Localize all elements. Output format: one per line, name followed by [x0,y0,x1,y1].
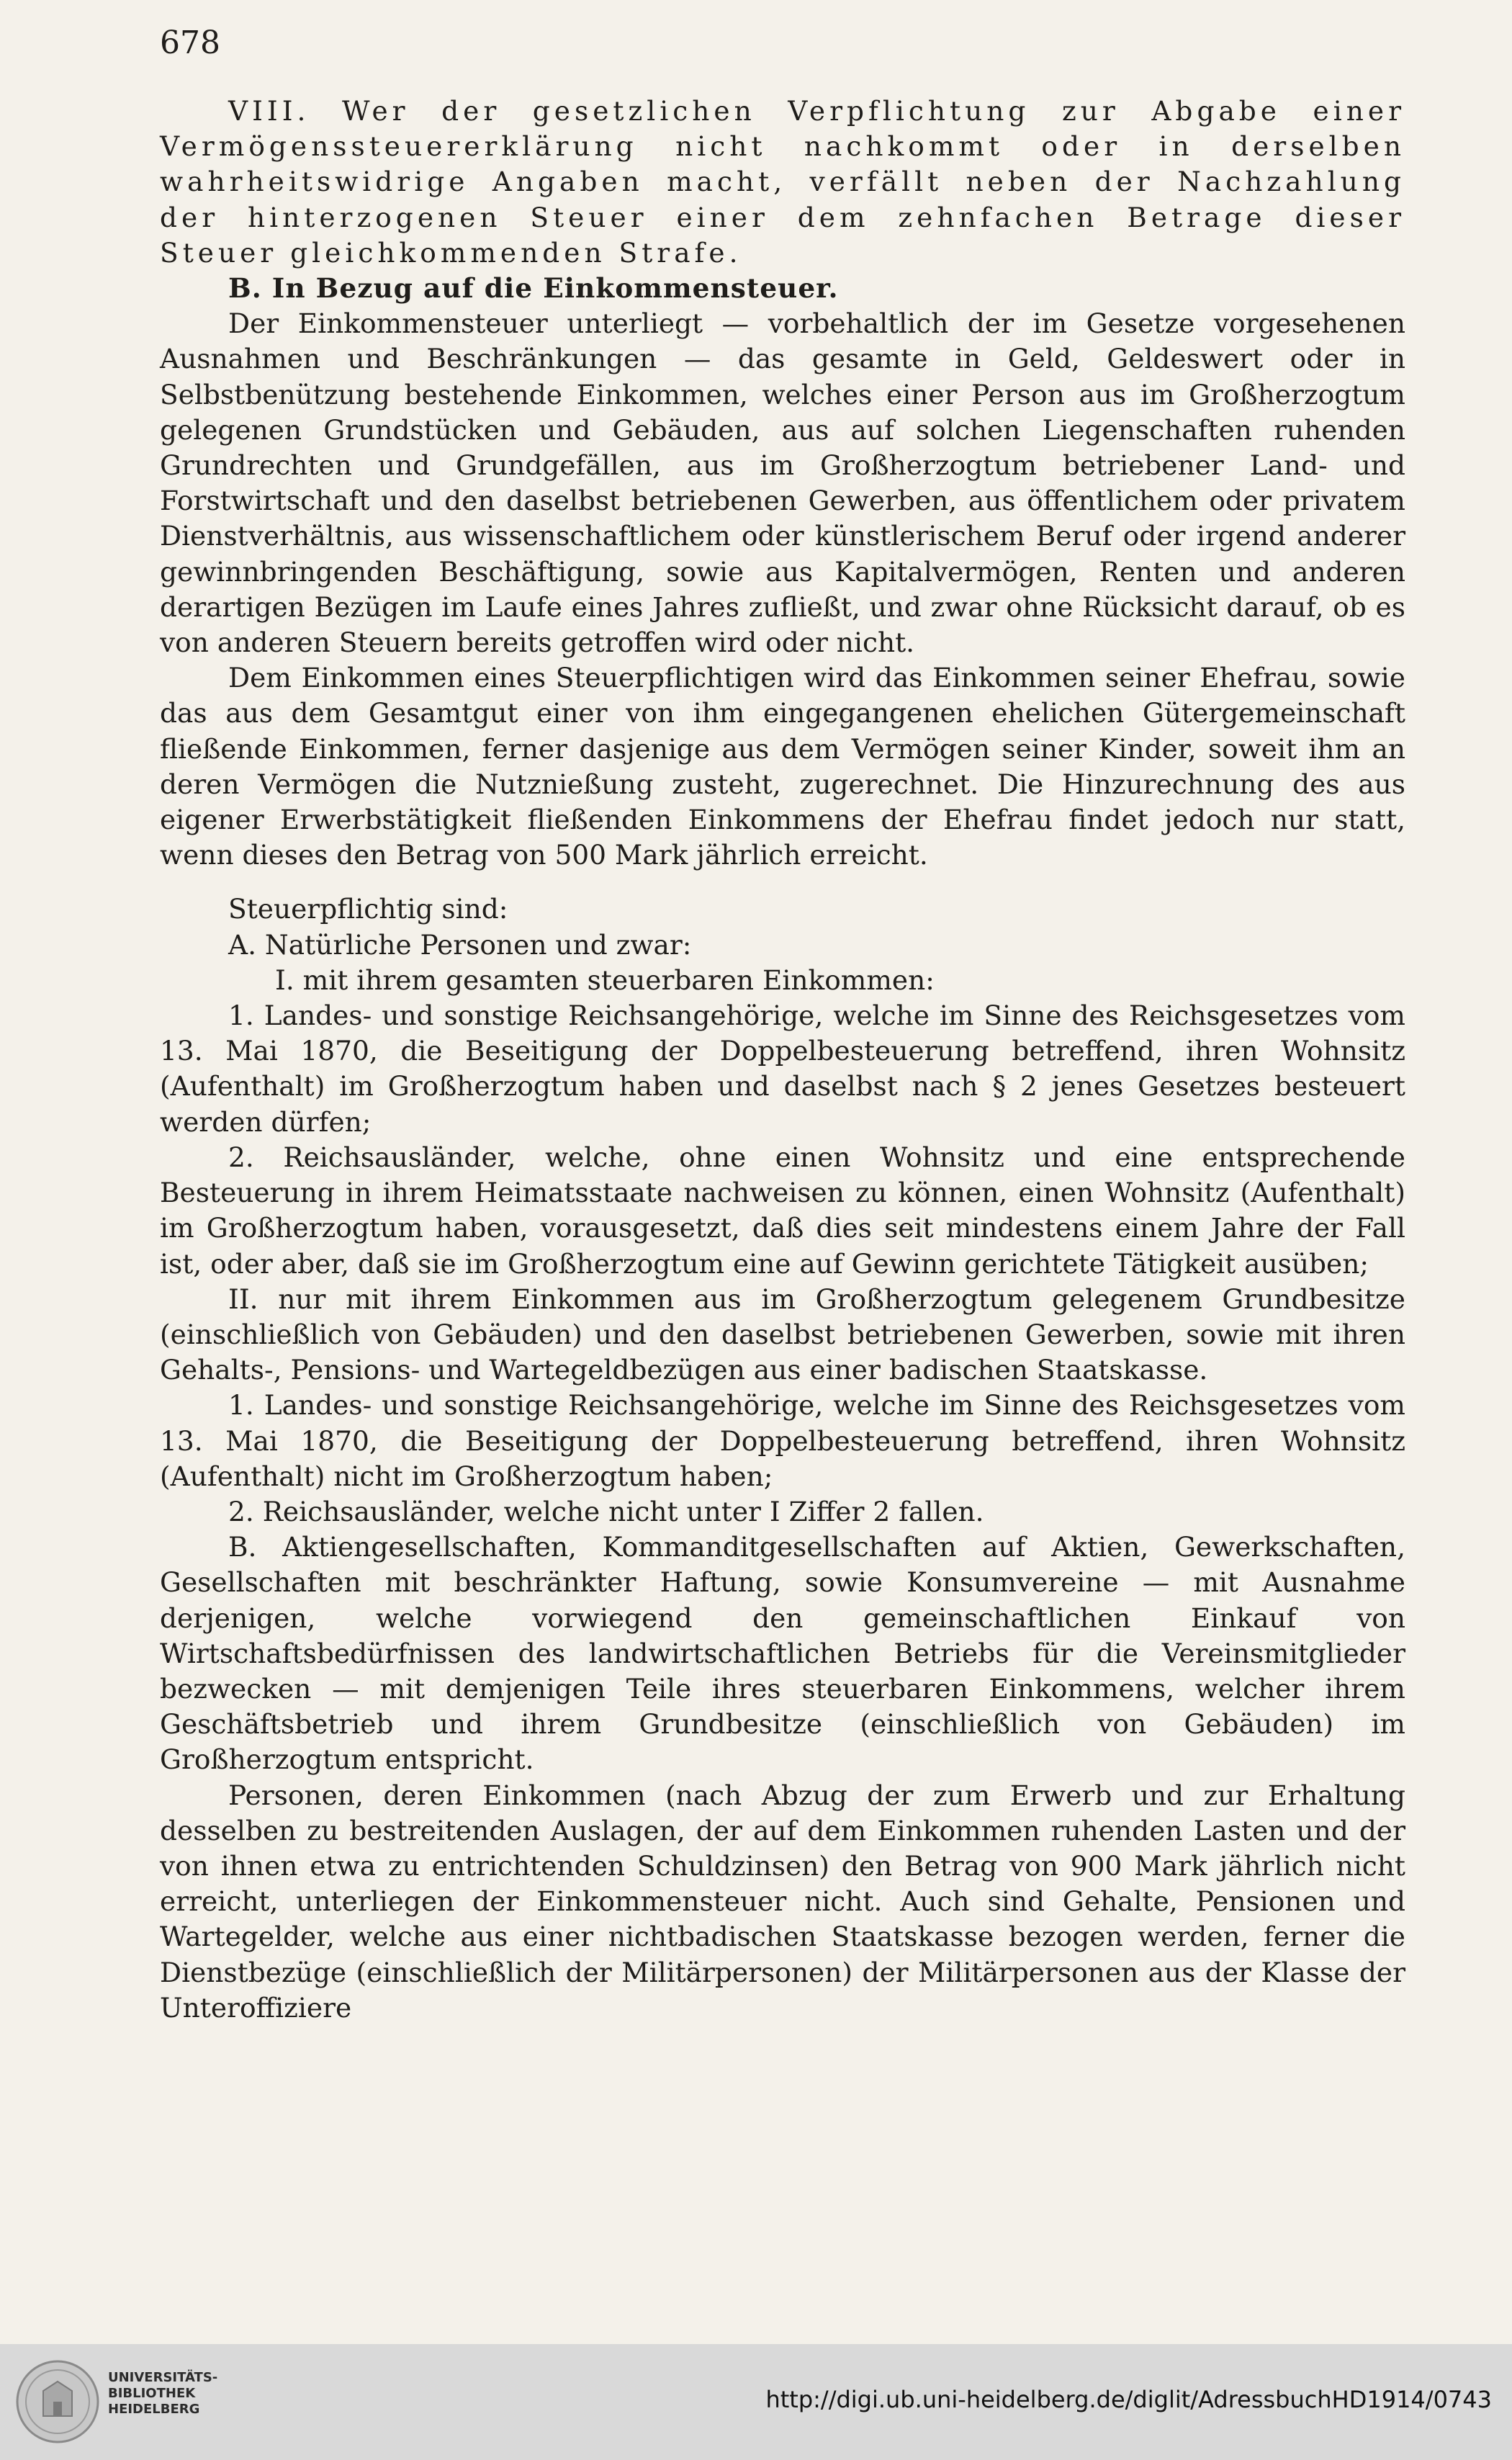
institution-line: BIBLIOTHEK [108,2386,196,2401]
paragraph-exemptions: Personen, deren Einkommen (nach Abzug der zum Erwerb und zur Erhaltung desselben zu bestreitenden Auslagen, der auf dem Einkommen ruhenden Lasten und der von ihnen etwa zu entrichtenden Schuldzinsen) den Betrag von 900 Mark jährlich nicht erreicht, unterliegen der Einkommensteuer nicht. Auch sind Gehalte, Pensionen und Wartegelder, welche aus einer nichtbadischen Staatskasse bezogen werden, ferner die Dienstbezüge (einschließlich der Militärpersonen) der Militärpersonen aus der Klasse der Unteroffiziere [160,1779,1405,2024]
page-number: 678 [160,24,220,61]
list-ii-item-2: 2. Reichsausländer, welche nicht unter I Ziffer 2 fallen. [228,1495,984,1527]
institution-line: HEIDELBERG [108,2402,200,2417]
list-heading: Steuerpflichtig sind: [228,893,508,925]
list-i-heading: I. mit ihrem gesamten steuerbaren Einkommen: [275,964,935,996]
page-body [160,94,1405,2026]
list-a-heading: A. Natürliche Personen und zwar: [228,928,692,961]
institution-name [108,2370,217,2418]
institution-line: UNIVERSITÄTS- [108,2370,218,2385]
spacer [160,873,1405,892]
footer-bar [0,2344,1512,2460]
list-i-item-2: 2. Reichsausländer, welche, ohne einen Wohnsitz und eine entsprechende Besteuerung in ihrem Heimatsstaate nachweisen zu können, einen Wohnsitz (Aufenthalt) im Großherzogtum haben, vorausgesetzt, daß dies seit mindestens einem Jahre der Fall ist, oder aber, daß sie im Großherzogtum eine auf Gewinn gerichtete Tätigkeit ausüben; [160,1141,1405,1280]
list-b-corporations: B. Aktiengesellschaften, Kommanditgesellschaften auf Aktien, Gewerkschaften, Gesellschaften mit beschränkter Haftung, sowie Konsumvereine — mit Ausnahme derjenigen, welche vorwiegend den gemeinschaftlichen Einkauf von Wirtschaftsbedürfnissen des landwirtschaftlichen Betriebs für die Vereinsmitglieder bezwecken — mit demjenigen Teile ihres steuerbaren Einkommens, welcher ihrem Geschäftsbetrieb und ihrem Grundbesitze (einschließlich von Gebäuden) im Großherzogtum entspricht. [160,1531,1405,1776]
paragraph-household-income: Dem Einkommen eines Steuerpflichtigen wird das Einkommen seiner Ehefrau, sowie das aus dem Gesamtgut einer von ihm eingegangenen ehelichen Gütergemeinschaft fließende Einkommen, ferner dasjenige aus dem Vermögen seiner Kinder, soweit ihm an deren Vermögen die Nutznießung zusteht, zugerechnet. Die Hinzurechnung des aus eigener Erwerbstätigkeit fließenden Einkommens der Ehefrau findet jedoch nur statt, wenn dieses den Betrag von 500 Mark jährlich erreicht. [160,662,1405,871]
source-url-link[interactable]: http://digi.ub.uni-heidelberg.de/diglit/AdressbuchHD1914/0743 [765,2386,1492,2413]
section-heading-b: B. In Bezug auf die Einkommensteuer. [228,272,839,305]
list-i-item-1: 1. Landes- und sonstige Reichsangehörige, welche im Sinne des Reichsgesetzes vom 13. Mai 1870, die Beseitigung der Doppelbesteuerung betreffend, ihren Wohnsitz (Aufenthalt) im Großherzogtum haben und daselbst nach § 2 jenes Gesetzes besteuert werden dürfen; [160,1000,1405,1138]
university-seal-icon [14,2358,101,2445]
list-ii-heading: II. nur mit ihrem Einkommen aus im Großherzogtum gelegenem Grundbesitze (einschließlich von Gebäuden) und den daselbst betriebenen Gewerben, sowie mit ihren Gehalts-, Pensions- und Wartegeldbezügen aus einer badischen Staatskasse. [160,1283,1405,1386]
list-ii-item-1: 1. Landes- und sonstige Reichsangehörige, welche im Sinne des Reichsgesetzes vom 13. Mai 1870, die Beseitigung der Doppelbesteuerung betreffend, ihren Wohnsitz (Aufenthalt) nicht im Großherzogtum haben; [160,1389,1405,1492]
paragraph-income-tax: Der Einkommensteuer unterliegt — vorbehaltlich der im Gesetze vorgesehenen Ausnahmen und Beschränkungen — das gesamte in Geld, Geldeswert oder in Selbstbenützung bestehende Einkommen, welches einer Person aus im Großherzogtum gelegenen Grundstücken und Gebäuden, aus auf solchen Liegenschaften ruhenden Grundrechten und Grundgefällen, aus im Großherzogtum betriebener Land- und Forstwirtschaft und den daselbst betriebenen Gewerben, aus öffentlichem oder privatem Dienstverhältnis, aus wissenschaftlichem oder künstlerischem Beruf oder irgend anderer gewinnbringenden Beschäftigung, sowie aus Kapitalvermögen, Renten und anderen derartigen Bezügen im Laufe eines Jahres zufließt, und zwar ohne Rücksicht darauf, ob es von anderen Steuern bereits getroffen wird oder nicht. [160,308,1405,659]
paragraph-viii: VIII. Wer der gesetzlichen Verpflichtung zur Abgabe einer Vermögenssteuererklärung nicht nachkommt oder in derselben wahrheitswidrige Angaben macht, verfällt neben der Nachzahlung der hinterzogenen Steuer einer dem zehnfachen Betrage dieser Steuer gleichkommenden Strafe. [160,95,1405,269]
